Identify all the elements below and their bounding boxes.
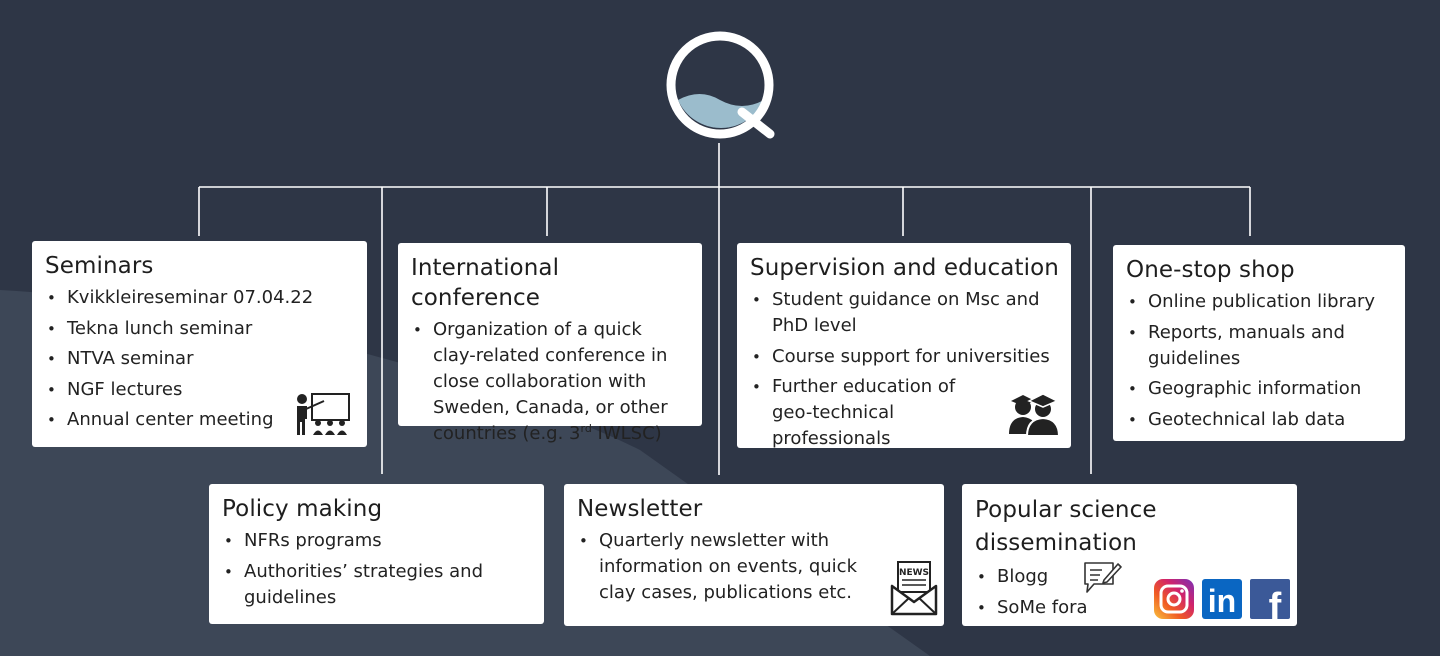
conference-box [398, 243, 702, 444]
newsletter-list [577, 528, 932, 606]
list-item: • Annual center meeting [45, 407, 355, 433]
list-item: • Geographic information [1126, 376, 1393, 402]
onestop-title: One-stop shop [1126, 257, 1295, 283]
list-item [411, 317, 690, 447]
list-item: • Geotechnical lab data [1126, 407, 1393, 433]
newsletter-title: Newsletter [577, 496, 703, 522]
conference-list [411, 317, 690, 447]
list-item: • NFRs programs [222, 528, 532, 554]
popular-box [962, 484, 1297, 626]
policy-list [222, 528, 532, 611]
list-item: • Course support for universities [750, 344, 1059, 370]
list-item: • NTVA seminar [45, 346, 355, 372]
list-item: • Student guidance on Msc and PhD level [750, 287, 1059, 339]
list-item: • Further education of geo-technical professionals [750, 374, 1059, 452]
list-item: • Tekna lunch seminar [45, 316, 355, 342]
graduates-icon [1005, 388, 1065, 436]
supervision-title: Supervision and education [750, 255, 1059, 281]
policy-title: Policy making [222, 496, 383, 522]
supervision-box [737, 243, 1071, 448]
conference-superscript: rd [580, 422, 592, 435]
blog-icon [1082, 560, 1122, 596]
list-item: • Reports, manuals and guidelines [1126, 320, 1393, 372]
news-envelope-icon [890, 560, 938, 616]
list-item: • SoMe fora [975, 595, 1285, 621]
newsletter-box [564, 484, 944, 626]
onestop-list [1126, 289, 1393, 433]
list-item: • Kvikkleireseminar 07.04.22 [45, 285, 355, 311]
seminars-box [32, 241, 367, 447]
linkedin-icon[interactable] [1202, 579, 1242, 619]
facebook-icon-text: f [1268, 586, 1282, 619]
list-item: • Quarterly newsletter with information on events, quick clay cases, publications etc. [577, 528, 932, 606]
popular-title: Popular science dissemination [975, 497, 1157, 556]
list-item: • Blogg [975, 564, 1285, 590]
conference-text-tail: IWLSC) [591, 423, 662, 444]
policy-box [209, 484, 544, 624]
conference-title: International conference [411, 255, 560, 311]
facebook-icon[interactable] [1250, 579, 1290, 619]
seminars-title: Seminars [45, 253, 154, 279]
linkedin-icon-text: in [1207, 583, 1237, 619]
presentation-icon [294, 391, 352, 437]
news-icon-text: NEWS [898, 568, 930, 578]
list-item: • Authorities’ strategies and guidelines [222, 559, 532, 611]
conference-text: Organization of a quick clay-related conference in close collaboration with Sweden, Canada, or other countries (e.g. 3 [433, 319, 668, 444]
list-item: • Online publication library [1126, 289, 1393, 315]
instagram-icon[interactable] [1154, 579, 1194, 619]
onestop-box [1113, 245, 1405, 441]
list-item: • NGF lectures [45, 377, 355, 403]
logo [671, 36, 770, 134]
